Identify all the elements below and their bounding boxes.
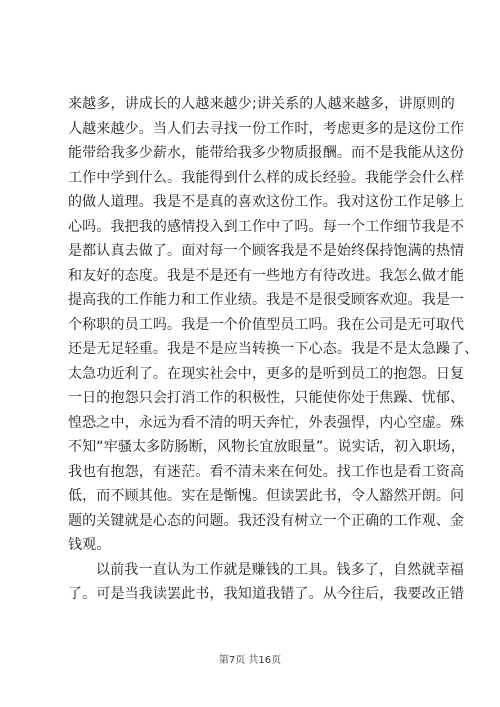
text-line: 提高我的工作能力和工作业绩。我是不是很受顾客欢迎。我是一 [68, 292, 465, 308]
text-line: 钱观。 [68, 537, 111, 553]
text-line: 的做人道理。我是不是真的喜欢这份工作。我对这份工作足够上 [68, 194, 465, 210]
text-line: 了。可是当我读罢此书，我知道我错了。从今往后，我要改正错 [68, 586, 465, 602]
paragraph [68, 558, 465, 607]
text-line: 和友好的态度。我是不是还有一些地方有待改进。我怎么做才能 [68, 267, 465, 284]
page-footer: 第7页 共16页 [218, 655, 282, 666]
text-line: 工作中学到什么。我能得到什么样的成长经验。我能学会什么样 [68, 169, 465, 186]
text-line: 以前我一直认为工作就是赚钱的工具。钱多了，自然就幸福 [96, 561, 464, 578]
text-line: 是都认真去做了。面对每一个顾客我是不是始终保持饱满的热情 [68, 243, 465, 259]
body-text [68, 92, 479, 607]
text-line: 人越来越少。当人们去寻找一份工作时，考虑更多的是这份工作 [68, 120, 465, 137]
text-line: 能带给我多少薪水，能带给我多少物质报酬。而不是我能从这份 [68, 145, 465, 161]
text-line: 题的关键就是心态的问题。我还没有树立一个正确的工作观、金 [68, 512, 465, 529]
text-line: 太急功近利了。在现实社会中，更多的是听到员工的抱怨。日复 [68, 365, 465, 382]
text-line: 还是无足轻重。我是不是应当转换一下心态。我是不是太急躁了、 [68, 341, 479, 357]
text-line: 惶恐之中，永远为看不清的明天奔忙，外表强悍，内心空虚。殊 [68, 414, 465, 431]
text-line: 我也有抱怨，有迷茫。看不清未来在何处。找工作也是看工资高 [68, 463, 465, 480]
text-line: 心吗。我把我的感情投入到工作中了吗。每一个工作细节我是不 [68, 218, 465, 235]
text-line: 低，而不顾其他。实在是惭愧。但读罢此书，令人豁然开朗。问 [68, 488, 465, 504]
text-line: 不知“牢骚太多防肠断，风物长宜放眼量”。说实话，初入职场， [68, 439, 465, 455]
paragraph [68, 92, 479, 558]
text-line: 一日的抱怨只会打消工作的积极性，只能使你处于焦躁、忧郁、 [68, 390, 465, 406]
text-line: 来越多，讲成长的人越来越少;讲关系的人越来越多，讲原则的 [68, 96, 455, 112]
text-line: 个称职的员工吗。我是一个价值型员工吗。我在公司是无可取代 [68, 316, 465, 333]
